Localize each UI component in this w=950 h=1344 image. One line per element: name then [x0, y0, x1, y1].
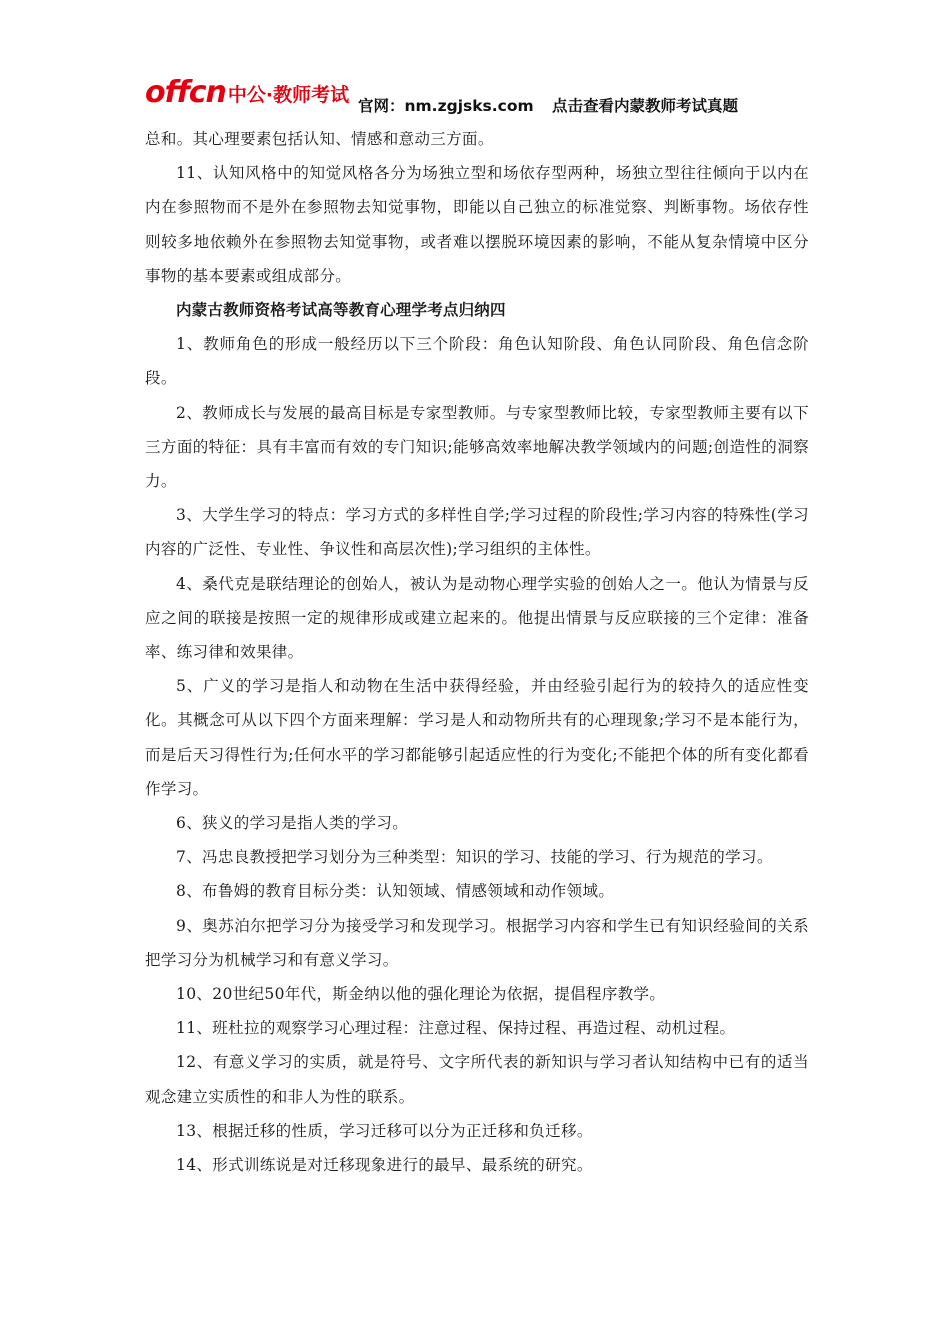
official-site-label[interactable]: 官网：nm.zgjsks.com — [358, 97, 534, 115]
list-item: 8、布鲁姆的教育目标分类：认知领域、情感领域和动作领域。 — [176, 882, 615, 901]
exam-questions-link[interactable]: 点击查看内蒙教师考试真题 — [552, 97, 739, 115]
list-item: 12、有意义学习的实质，就是符号、文字所代表的新知识与学习者认知结构中已有的适当观念建立实质性的和非人为性的联系。 — [145, 1053, 809, 1106]
document-body — [145, 122, 809, 1182]
list-item: 10、20世纪50年代，斯金纳以他的强化理论为依据，提倡程序教学。 — [176, 985, 666, 1004]
logo-wordmark: offcn — [145, 75, 226, 110]
intro-line: 总和。其心理要素包括认知、情感和意动三方面。 — [145, 130, 494, 148]
list-item: 6、狭义的学习是指人类的学习。 — [176, 814, 409, 833]
page-header — [145, 74, 845, 118]
logo-chinese-text: 中公·教师考试 — [227, 84, 350, 106]
list-item: 2、教师成长与发展的最高目标是专家型教师。与专家型教师比较，专家型教师主要有以下三方面的特征：具有丰富而有效的专门知识;能够高效率地解决教学领域内的问题;创造性的洞察力。 — [145, 403, 809, 491]
list-item: 7、冯忠良教授把学习划分为三种类型：知识的学习、技能的学习、行为规范的学习。 — [176, 848, 773, 867]
item-11-cognitive-style: 11、认知风格中的知觉风格各分为场独立型和场依存型两种，场独立型往往倾向于以内在内在参照物而不是外在参照物去知觉事物，即能以自己独立的标准觉察、判断事物。场依存性则较多地依赖外在参照物去知觉事物，或者难以摆脱环境因素的影响，不能从复杂情境中区分事物的基本要素或组成部分。 — [145, 164, 809, 285]
list-item: 3、大学生学习的特点：学习方式的多样性自学;学习过程的阶段性;学习内容的特殊性(学习内容的广泛性、专业性、争议性和高层次性);学习组织的主体性。 — [145, 506, 809, 559]
list-item: 1、教师角色的形成一般经历以下三个阶段：角色认知阶段、角色认同阶段、角色信念阶段。 — [145, 335, 809, 388]
list-item: 13、根据迁移的性质，学习迁移可以分为正迁移和负迁移。 — [176, 1121, 593, 1140]
list-item: 14、形式训练说是对迁移现象进行的最早、最系统的研究。 — [176, 1156, 593, 1175]
section-title: 内蒙古教师资格考试高等教育心理学考点归纳四 — [176, 301, 506, 320]
list-item: 9、奥苏泊尔把学习分为接受学习和发现学习。根据学习内容和学生已有知识经验间的关系把学习分为机械学习和有意义学习。 — [145, 916, 809, 969]
offcn-logo[interactable] — [145, 74, 349, 108]
list-item: 5、广义的学习是指人和动物在生活中获得经验，并由经验引起行为的较持久的适应性变化。其概念可从以下四个方面来理解：学习是人和动物所共有的心理现象;学习不是本能行为，而是后天习得性行为;任何水平的学习都能够引起适应性的行为变化;不能把个体的所有变化都看作学习。 — [145, 677, 809, 798]
list-item: 4、桑代克是联结理论的创始人，被认为是动物心理学实验的创始人之一。他认为情景与反应之间的联接是按照一定的规律形成或建立起来的。他提出情景与反应联接的三个定律：准备率、练习律和效果律。 — [145, 574, 809, 662]
list-item: 11、班杜拉的观察学习心理过程：注意过程、保持过程、再造过程、动机过程。 — [176, 1019, 736, 1038]
